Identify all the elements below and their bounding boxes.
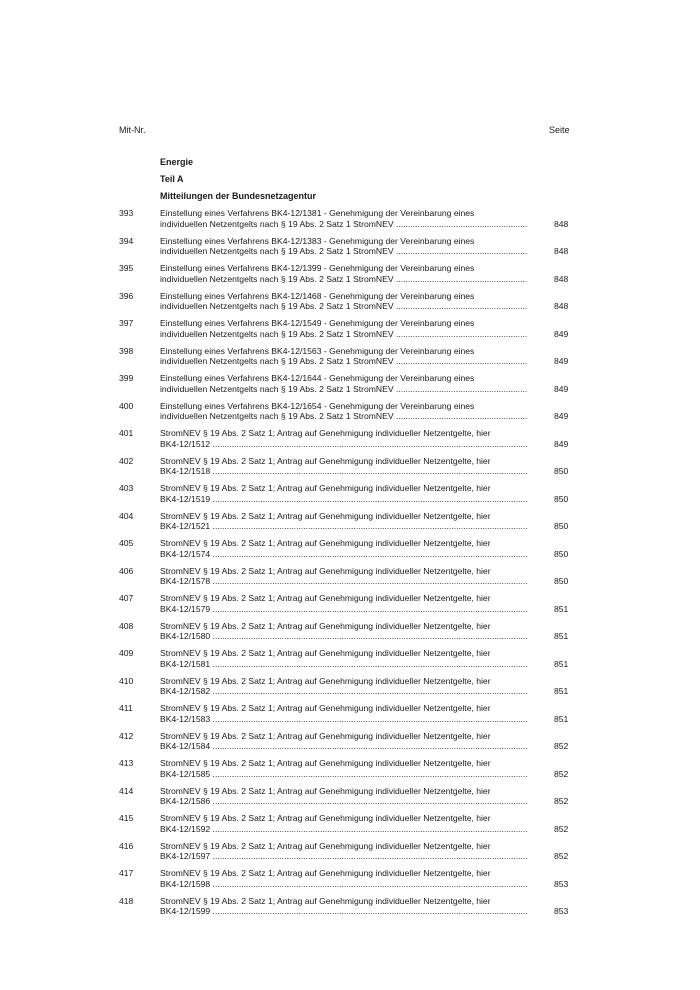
entry-title-line2: BK4-12/1582 .....: [160, 686, 528, 697]
entry-title-line1: Einstellung eines Verfahrens BK4-12/1381 - Genehmigung der Vereinbarung eines: [160, 208, 475, 218]
entry-title-line2: BK4-12/1519 .....: [160, 494, 528, 505]
entry-page: 852: [554, 768, 569, 779]
entry-number: 394: [119, 235, 134, 246]
entry-page: 852: [554, 823, 569, 834]
entry-number: 397: [119, 318, 134, 328]
entry-title-line1: StromNEV § 19 Abs. 2 Satz 1; Antrag auf Genehmigung individueller Netzentgelte, hier: [160, 813, 491, 823]
entry-page: 850: [554, 493, 569, 504]
entry-number: 404: [119, 510, 134, 521]
entry-title: [160, 786, 528, 807]
entry-title: [160, 318, 528, 339]
toc-entry[interactable]: [0, 426, 700, 454]
entry-page: 849: [554, 438, 569, 449]
entry-title: [160, 236, 528, 257]
entry-page: 850: [554, 576, 569, 586]
entry-title-line1: StromNEV § 19 Abs. 2 Satz 1; Antrag auf Genehmigung individueller Netzentgelte, hier: [160, 565, 491, 576]
entry-number: 417: [119, 868, 134, 878]
section-heading-area: Energie: [160, 157, 194, 167]
entry-title-line2: BK4-12/1597 .....: [160, 851, 528, 862]
column-header-page: Seite: [549, 125, 570, 135]
toc-entry[interactable]: [0, 591, 700, 619]
entry-title-line1: StromNEV § 19 Abs. 2 Satz 1; Antrag auf Genehmigung individueller Netzentgelte, hier: [160, 510, 491, 521]
entry-page: 851: [554, 713, 569, 724]
entry-title-line2: BK4-12/1512 .....: [160, 439, 528, 450]
entry-number: 414: [119, 785, 134, 796]
toc-entry[interactable]: [0, 564, 700, 592]
entry-page: 852: [554, 851, 569, 861]
entry-number: 400: [119, 400, 134, 411]
entry-title-line2: BK4-12/1518 .....: [160, 466, 528, 477]
entry-title-line2: individuellen Netzentgelts nach § 19 Abs. 2 Satz 1 StromNEV .....: [160, 301, 528, 312]
toc-entry[interactable]: [0, 509, 700, 537]
entry-title-line2: BK4-12/1581 .....: [160, 659, 528, 670]
entry-title: [160, 263, 528, 284]
entry-title: [160, 538, 528, 559]
entry-page: 848: [554, 301, 569, 311]
toc-entry[interactable]: [0, 234, 700, 262]
toc-entry[interactable]: [0, 784, 700, 812]
entry-page: 851: [554, 603, 569, 614]
entry-title: [160, 648, 528, 669]
toc-entries: [0, 206, 700, 921]
entry-title-line2: BK4-12/1599 .....: [160, 906, 528, 917]
entry-number: 399: [119, 373, 134, 383]
section-heading-source: Mitteilungen der Bundesnetzagentur: [160, 191, 317, 201]
entry-title-line2: individuellen Netzentgelts nach § 19 Abs. 2 Satz 1 StromNEV .....: [160, 246, 528, 257]
toc-entry[interactable]: [0, 646, 700, 674]
entry-title-line1: StromNEV § 19 Abs. 2 Satz 1; Antrag auf Genehmigung individueller Netzentgelte, hier: [160, 840, 491, 851]
entry-title-line2: BK4-12/1584 .....: [160, 741, 528, 752]
entry-title-line1: StromNEV § 19 Abs. 2 Satz 1; Antrag auf Genehmigung individueller Netzentgelte, hier: [160, 730, 491, 741]
entry-page: 851: [554, 686, 569, 696]
toc-entry[interactable]: [0, 756, 700, 784]
entry-title: [160, 291, 528, 312]
entry-page: 850: [554, 466, 569, 476]
entry-title-line1: Einstellung eines Verfahrens BK4-12/1399 - Genehmigung der Vereinbarung eines: [160, 263, 475, 273]
toc-entry[interactable]: [0, 261, 700, 289]
entry-number: 403: [119, 483, 134, 493]
toc-entry[interactable]: [0, 536, 700, 564]
entry-page: 848: [554, 218, 569, 229]
entry-number: 393: [119, 208, 134, 218]
entry-title-line1: StromNEV § 19 Abs. 2 Satz 1; Antrag auf Genehmigung individueller Netzentgelte, hier: [160, 455, 491, 466]
toc-entry[interactable]: [0, 619, 700, 647]
entry-title-line2: BK4-12/1585 .....: [160, 769, 528, 780]
toc-entry[interactable]: [0, 454, 700, 482]
entry-page: 850: [554, 548, 569, 559]
entry-title-line1: Einstellung eines Verfahrens BK4-12/1644 - Genehmigung der Vereinbarung eines: [160, 373, 475, 383]
entry-page: 851: [554, 658, 569, 669]
entry-title-line1: StromNEV § 19 Abs. 2 Satz 1; Antrag auf Genehmigung individueller Netzentgelte, hier: [160, 785, 491, 796]
entry-number: 416: [119, 840, 134, 851]
toc-entry[interactable]: [0, 811, 700, 839]
entry-number: 407: [119, 593, 134, 603]
entry-page: 848: [554, 273, 569, 284]
toc-entry[interactable]: [0, 399, 700, 427]
toc-entry[interactable]: [0, 839, 700, 867]
entry-title-line2: BK4-12/1583 .....: [160, 714, 528, 725]
entry-title: [160, 456, 528, 477]
entry-title-line1: StromNEV § 19 Abs. 2 Satz 1; Antrag auf Genehmigung individueller Netzentgelte, hier: [160, 675, 491, 686]
entry-number: 402: [119, 455, 134, 466]
toc-entry[interactable]: [0, 729, 700, 757]
entry-title: [160, 896, 528, 917]
entry-page: 851: [554, 631, 569, 641]
entry-title-line1: StromNEV § 19 Abs. 2 Satz 1; Antrag auf Genehmigung individueller Netzentgelte, hier: [160, 620, 491, 631]
entry-page: 852: [554, 796, 569, 806]
entry-title-line1: StromNEV § 19 Abs. 2 Satz 1; Antrag auf Genehmigung individueller Netzentgelte, hier: [160, 758, 491, 768]
toc-entry[interactable]: [0, 481, 700, 509]
entry-number: 396: [119, 290, 134, 301]
entry-title: [160, 401, 528, 422]
toc-entry[interactable]: [0, 344, 700, 372]
entry-number: 395: [119, 263, 134, 273]
entry-page: 849: [554, 328, 569, 339]
entry-title-line1: Einstellung eines Verfahrens BK4-12/1654 - Genehmigung der Vereinbarung eines: [160, 400, 475, 411]
entry-title-line1: Einstellung eines Verfahrens BK4-12/1468 - Genehmigung der Vereinbarung eines: [160, 290, 475, 301]
entry-title: [160, 208, 528, 229]
entry-page: 853: [554, 878, 569, 889]
entry-title-line2: individuellen Netzentgelts nach § 19 Abs. 2 Satz 1 StromNEV .....: [160, 411, 528, 422]
entry-title: [160, 373, 528, 394]
entry-page: 853: [554, 906, 569, 916]
entry-page: 849: [554, 356, 569, 366]
entry-number: 408: [119, 620, 134, 631]
entry-number: 405: [119, 538, 134, 548]
entry-title: [160, 511, 528, 532]
entry-title: [160, 676, 528, 697]
entry-number: 412: [119, 730, 134, 741]
toc-entry[interactable]: [0, 701, 700, 729]
column-header-number: Mit-Nr.: [119, 125, 146, 135]
entry-title: [160, 813, 528, 834]
entry-title-line2: individuellen Netzentgelts nach § 19 Abs. 2 Satz 1 StromNEV .....: [160, 219, 528, 230]
entry-title-line2: BK4-12/1579 .....: [160, 604, 528, 615]
entry-title: [160, 483, 528, 504]
entry-number: 401: [119, 428, 134, 438]
toc-entry[interactable]: [0, 206, 700, 234]
entry-title: [160, 758, 528, 779]
section-heading-part: Teil A: [160, 174, 184, 184]
entry-title-line1: Einstellung eines Verfahrens BK4-12/1563 - Genehmigung der Vereinbarung eines: [160, 345, 475, 356]
entry-title-line2: BK4-12/1592 .....: [160, 824, 528, 835]
entry-number: 411: [119, 703, 133, 713]
entry-title-line1: StromNEV § 19 Abs. 2 Satz 1; Antrag auf Genehmigung individueller Netzentgelte, hier: [160, 538, 491, 548]
entry-page: 848: [554, 246, 569, 256]
toc-entry[interactable]: [0, 674, 700, 702]
entry-title: [160, 621, 528, 642]
entry-title: [160, 566, 528, 587]
entry-title-line2: individuellen Netzentgelts nach § 19 Abs. 2 Satz 1 StromNEV .....: [160, 274, 528, 285]
entry-title-line2: individuellen Netzentgelts nach § 19 Abs. 2 Satz 1 StromNEV .....: [160, 356, 528, 367]
toc-entry[interactable]: [0, 289, 700, 317]
entry-page: 849: [554, 411, 569, 421]
entry-title: [160, 731, 528, 752]
entry-title: [160, 428, 528, 449]
entry-page: 849: [554, 383, 569, 394]
entry-number: 410: [119, 675, 134, 686]
entry-title-line1: StromNEV § 19 Abs. 2 Satz 1; Antrag auf Genehmigung individueller Netzentgelte, hier: [160, 428, 491, 438]
entry-title: [160, 346, 528, 367]
entry-page: 850: [554, 521, 569, 531]
entry-title-line1: StromNEV § 19 Abs. 2 Satz 1; Antrag auf Genehmigung individueller Netzentgelte, hier: [160, 483, 491, 493]
entry-number: 409: [119, 648, 134, 658]
entry-number: 413: [119, 758, 134, 768]
entry-title-line2: BK4-12/1580 .....: [160, 631, 528, 642]
entry-title-line1: StromNEV § 19 Abs. 2 Satz 1; Antrag auf Genehmigung individueller Netzentgelte, hier: [160, 593, 491, 603]
toc-entry[interactable]: [0, 316, 700, 344]
entry-number: 406: [119, 565, 134, 576]
entry-title-line1: Einstellung eines Verfahrens BK4-12/1383 - Genehmigung der Vereinbarung eines: [160, 235, 475, 246]
entry-title-line2: BK4-12/1574 .....: [160, 549, 528, 560]
entry-title-line1: StromNEV § 19 Abs. 2 Satz 1; Antrag auf Genehmigung individueller Netzentgelte, hier: [160, 648, 491, 658]
entry-page: 852: [554, 741, 569, 751]
entry-title-line2: BK4-12/1521 .....: [160, 521, 528, 532]
entry-title-line1: Einstellung eines Verfahrens BK4-12/1549 - Genehmigung der Vereinbarung eines: [160, 318, 475, 328]
entry-title-line2: BK4-12/1578 .....: [160, 576, 528, 587]
entry-title: [160, 593, 528, 614]
entry-title-line1: StromNEV § 19 Abs. 2 Satz 1; Antrag auf Genehmigung individueller Netzentgelte, hier: [160, 895, 491, 906]
entry-number: 415: [119, 813, 134, 823]
toc-entry[interactable]: [0, 894, 700, 922]
entry-title: [160, 703, 528, 724]
entry-title: [160, 868, 528, 889]
entry-title-line2: individuellen Netzentgelts nach § 19 Abs. 2 Satz 1 StromNEV .....: [160, 384, 528, 395]
entry-number: 418: [119, 895, 134, 906]
entry-title-line1: StromNEV § 19 Abs. 2 Satz 1; Antrag auf Genehmigung individueller Netzentgelte, hier: [160, 703, 491, 713]
entry-title-line2: BK4-12/1598 .....: [160, 879, 528, 890]
entry-title-line2: BK4-12/1586 .....: [160, 796, 528, 807]
toc-entry[interactable]: [0, 866, 700, 894]
toc-entry[interactable]: [0, 371, 700, 399]
entry-title-line2: individuellen Netzentgelts nach § 19 Abs. 2 Satz 1 StromNEV .....: [160, 329, 528, 340]
entry-title-line1: StromNEV § 19 Abs. 2 Satz 1; Antrag auf Genehmigung individueller Netzentgelte, hier: [160, 868, 491, 878]
entry-title: [160, 841, 528, 862]
entry-number: 398: [119, 345, 134, 356]
